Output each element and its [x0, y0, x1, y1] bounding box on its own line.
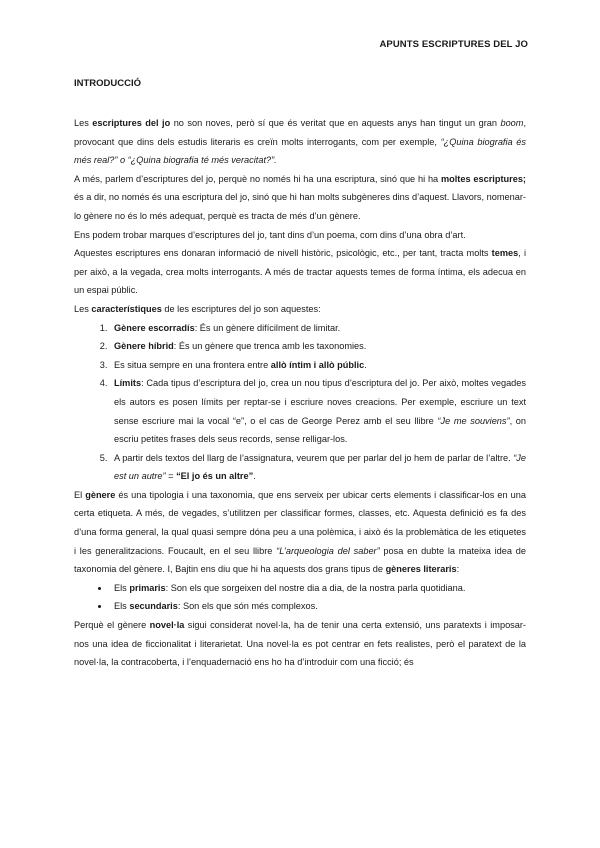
bold-term: temes: [491, 248, 519, 259]
text-span: , i per això, a la vegada, crea molts interrogants. A més de tractar aquests temes de forma íntima, els adecua en un espai públic.: [74, 248, 526, 296]
text-span: Aquestes escriptures ens donaran informació de nivell històric, psicològic, etc., per tant, tracta molts: [74, 248, 492, 259]
bold-term: Límits: [114, 378, 142, 389]
text-span: .: [364, 359, 367, 370]
text-span: Es situa sempre en una frontera entre: [114, 359, 271, 370]
bold-term: gènere: [85, 489, 116, 500]
text-span: de les escriptures del jo son aquestes:: [161, 303, 321, 314]
bold-term: característiques: [91, 303, 162, 314]
bold-term: gèneres literaris: [385, 564, 457, 575]
paragraph-marks: [74, 226, 526, 245]
text-span: és una tipologia i una taxonomia, que ens serveix per ubicar certs elements i classificar-los en una certa etiqueta. A més, de vegades, s’utilitzen per classificar formes, classes, etc. Aquesta definició es fa des d’una forma general, la qual quasi sempre dóna peu a una polèmica, i això és la problemàtica de les etiquetes i les generalitzacions. Foucault, en el seu llibre: [74, 489, 526, 556]
text-span: Les: [74, 303, 92, 314]
text-span: Perquè el gènere: [74, 620, 150, 631]
text-span: A més, parlem d’escriptures del jo, perquè no només hi ha una escriptura, sinó que hi ha: [74, 173, 441, 184]
text-span: és a dir, no només és una escriptura del jo, sinó que hi han molts subgèneres dins d’aquest. Llavors, nomenar-lo gènere no és lo més adequat, perquè es tracta de més d’un gènere.: [74, 192, 526, 221]
text-span: :: [456, 564, 460, 575]
paragraph-characteristics-intro: [74, 300, 526, 319]
bold-term: escriptures del jo: [92, 118, 171, 128]
text-span: , on escriu petites frases dels seus records, sense relligar-los.: [114, 415, 526, 445]
bold-term: allò íntim i allò públic: [270, 359, 365, 370]
text-span: : És un gènere difícilment de limitar.: [194, 322, 341, 333]
paragraph-multiple-writings: [74, 170, 526, 226]
italic-quote: “Je est un autre”: [114, 452, 526, 482]
italic-title: “Je me souviens”: [437, 415, 510, 426]
text-span: El: [74, 489, 86, 500]
characteristics-list: [74, 319, 526, 486]
text-span: : És un gènere que trenca amb les taxonomies.: [173, 341, 367, 352]
section-title: INTRODUCCIÓ: [74, 78, 142, 89]
text-span: : Cada tipus d’escriptura del jo, crea un nou tipus d’escriptura del jo. Per això, moltes vegades els autors es posen límits per reptar-se i escriure noves creacions. Per exemple, escriure un text sense escriure mai la vocal “e”, o el cas de George Perez amb el seu llibre: [114, 378, 526, 426]
list-item: [110, 374, 526, 448]
paragraph-novel: [74, 616, 526, 672]
text-span: Ens podem trobar marques d’escriptures del jo, tant dins d’un poema, com dins d’una obra d’art.: [74, 229, 466, 240]
text-span: Els: [114, 601, 130, 612]
genre-types-list: [74, 579, 526, 616]
bold-term: secundaris: [129, 601, 178, 612]
text-span: Les: [74, 118, 93, 128]
italic-title: “L’arqueologia del saber”: [276, 545, 380, 556]
text-span: .: [253, 471, 256, 482]
text-span: no son noves, però sí que és veritat que en aquests anys han tingut un gran: [170, 118, 501, 128]
paragraph-intro: [74, 114, 526, 170]
bold-term: Gènere escorradís: [114, 322, 195, 333]
text-span: : Son els que són més complexos.: [177, 601, 318, 612]
text-span: posa en dubte la mateixa idea de taxonomia del gènere. I, Bajtin ens diu que hi ha aquests dos grans tipus de: [74, 545, 526, 575]
bold-term: novel·la: [149, 620, 185, 631]
paragraph-genre: [74, 486, 526, 579]
text-span: A partir dels textos del llarg de l’assignatura, veurem que per parlar del jo hem de parlar de l’altre.: [114, 452, 514, 463]
text-span: , provocant que dins dels estudis literaris es creïn molts interrogants, com per exemple,: [74, 118, 526, 147]
paragraph-information: [74, 244, 526, 300]
text-span: : Son els que sorgeixen del nostre dia a dia, de la nostra parla quotidiana.: [165, 582, 466, 593]
list-item: [110, 449, 526, 486]
bold-term: primaris: [129, 582, 166, 593]
running-header: APUNTS ESCRIPTURES DEL JO: [379, 39, 528, 50]
italic-quote: “¿Quina biografia és més real?” o “¿Quina biografia té més veracitat?”.: [74, 136, 526, 166]
list-item: [110, 597, 526, 616]
text-span: =: [165, 471, 177, 482]
list-item: [110, 579, 526, 598]
text-span: Els: [114, 582, 130, 593]
list-item: [110, 319, 526, 338]
bold-quote: “El jo és un altre”: [176, 471, 254, 482]
document-body: [74, 114, 526, 672]
list-item: [110, 356, 526, 375]
text-span: sigui considerat novel·la, ha de tenir una certa extensió, uns paratexts i imposar-nos una idea de ficcionalitat i literarietat. Una novel·la es pot centrar en fets realistes, però el paratext de la novel·la, la contracoberta, i l’enquadernació ens ho ha d’introduir com una ficció; és: [74, 620, 526, 668]
bold-term: Gènere híbrid: [114, 341, 174, 352]
bold-term: moltes escriptures;: [440, 173, 526, 184]
italic-term: boom: [500, 118, 524, 128]
list-item: [110, 337, 526, 356]
